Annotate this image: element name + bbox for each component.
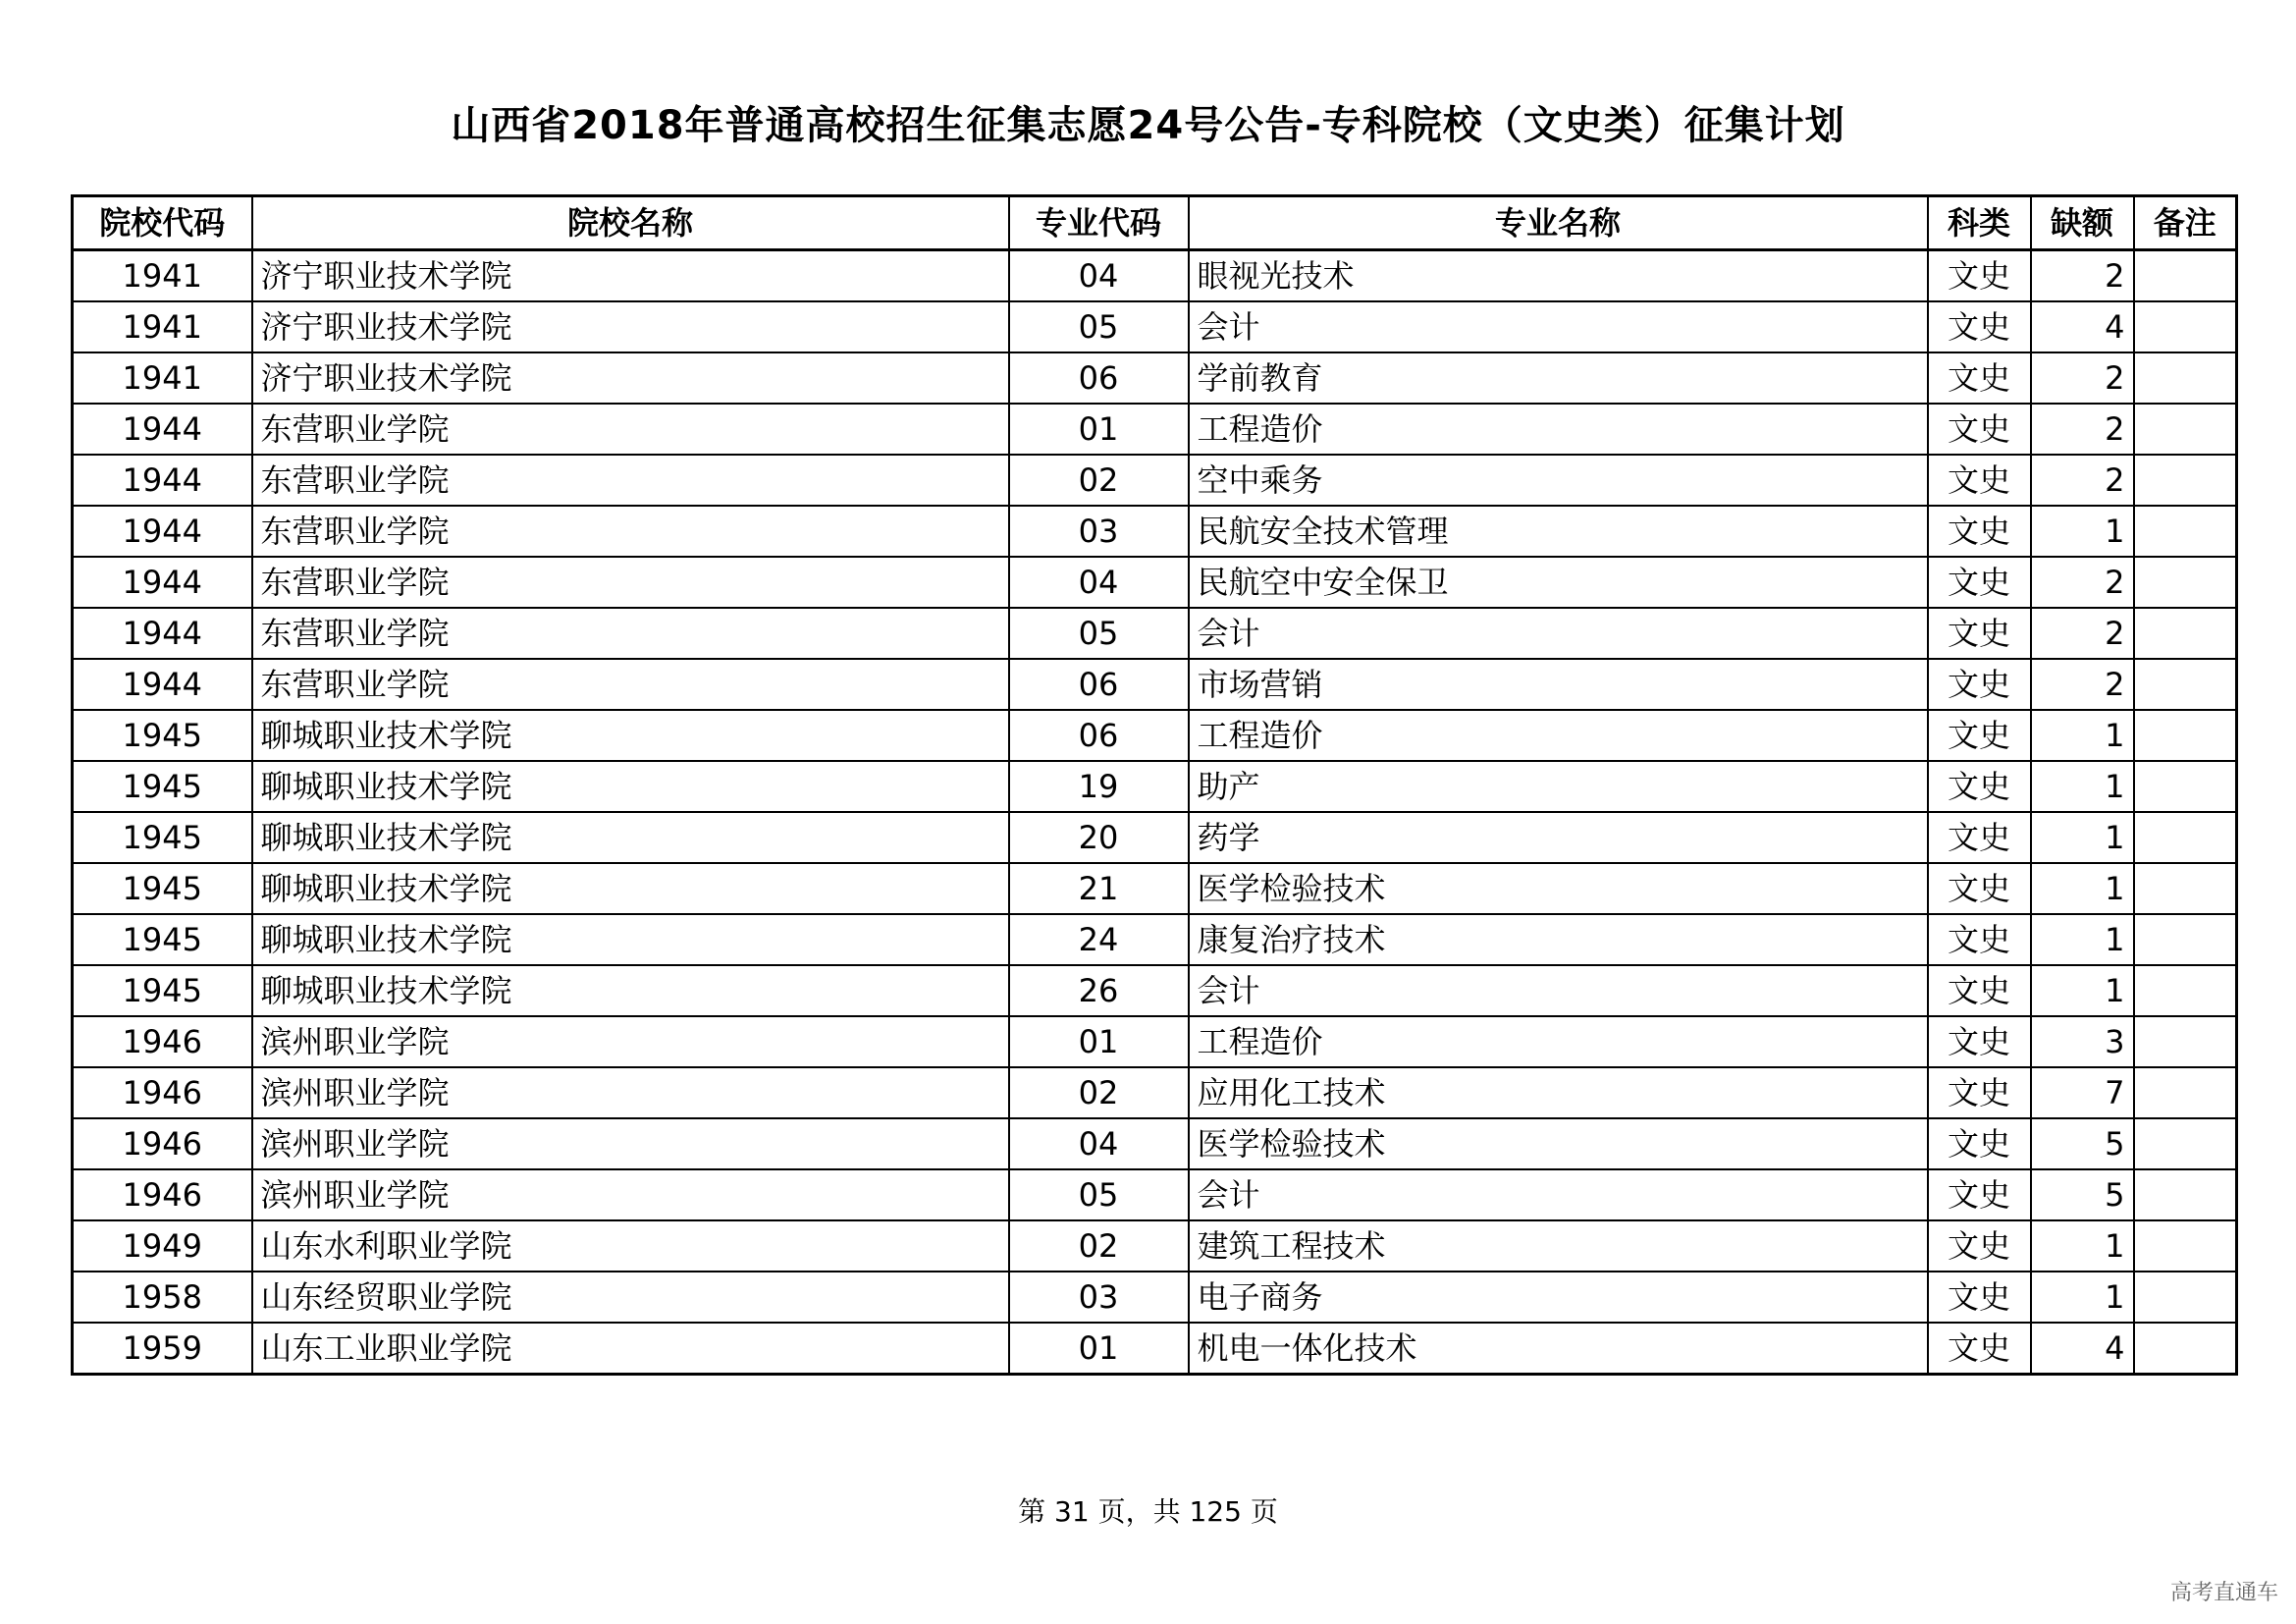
remarks-cell — [2134, 1118, 2237, 1169]
school-name-cell: 济宁职业技术学院 — [252, 352, 1009, 404]
vacancies-cell: 1 — [2031, 761, 2134, 812]
school-code-cell: 1945 — [73, 914, 252, 965]
school-code-cell: 1944 — [73, 659, 252, 710]
vacancies-cell: 5 — [2031, 1169, 2134, 1220]
school-code-cell: 1941 — [73, 250, 252, 302]
table-body — [73, 250, 2237, 1375]
major-code-cell: 06 — [1009, 659, 1189, 710]
major-code-cell: 01 — [1009, 1016, 1189, 1067]
major-code-cell: 05 — [1009, 301, 1189, 352]
remarks-cell — [2134, 301, 2237, 352]
table-row — [73, 1323, 2237, 1375]
major-name-cell: 医学检验技术 — [1189, 863, 1928, 914]
category-cell: 文史 — [1928, 608, 2031, 659]
major-name-cell: 工程造价 — [1189, 1016, 1928, 1067]
category-cell: 文史 — [1928, 1118, 2031, 1169]
category-cell: 文史 — [1928, 1272, 2031, 1323]
school-code-cell: 1945 — [73, 965, 252, 1016]
vacancies-cell: 1 — [2031, 965, 2134, 1016]
major-code-cell: 19 — [1009, 761, 1189, 812]
major-name-cell: 会计 — [1189, 1169, 1928, 1220]
school-code-cell: 1944 — [73, 608, 252, 659]
school-code-cell: 1944 — [73, 557, 252, 608]
school-name-cell: 东营职业学院 — [252, 557, 1009, 608]
remarks-cell — [2134, 1220, 2237, 1272]
school-name-cell: 聊城职业技术学院 — [252, 710, 1009, 761]
vacancies-cell: 7 — [2031, 1067, 2134, 1118]
major-code-cell: 02 — [1009, 1067, 1189, 1118]
major-name-cell: 学前教育 — [1189, 352, 1928, 404]
vacancies-cell: 2 — [2031, 455, 2134, 506]
major-code-cell: 04 — [1009, 250, 1189, 302]
major-code-cell: 01 — [1009, 1323, 1189, 1375]
school-name-cell: 聊城职业技术学院 — [252, 914, 1009, 965]
major-code-cell: 01 — [1009, 404, 1189, 455]
table-row — [73, 812, 2237, 863]
header-school-code: 院校代码 — [73, 196, 252, 250]
school-code-cell: 1945 — [73, 812, 252, 863]
vacancies-cell: 2 — [2031, 404, 2134, 455]
school-code-cell: 1958 — [73, 1272, 252, 1323]
vacancies-cell: 1 — [2031, 863, 2134, 914]
major-code-cell: 05 — [1009, 608, 1189, 659]
vacancies-cell: 2 — [2031, 352, 2134, 404]
school-name-cell: 山东水利职业学院 — [252, 1220, 1009, 1272]
major-name-cell: 药学 — [1189, 812, 1928, 863]
enrollment-plan-table — [71, 194, 2238, 1376]
major-name-cell: 工程造价 — [1189, 710, 1928, 761]
major-name-cell: 康复治疗技术 — [1189, 914, 1928, 965]
category-cell: 文史 — [1928, 557, 2031, 608]
vacancies-cell: 4 — [2031, 1323, 2134, 1375]
category-cell: 文史 — [1928, 710, 2031, 761]
remarks-cell — [2134, 812, 2237, 863]
table-row — [73, 1220, 2237, 1272]
category-cell: 文史 — [1928, 1220, 2031, 1272]
remarks-cell — [2134, 659, 2237, 710]
table-row — [73, 761, 2237, 812]
category-cell: 文史 — [1928, 301, 2031, 352]
school-code-cell: 1944 — [73, 506, 252, 557]
major-name-cell: 眼视光技术 — [1189, 250, 1928, 302]
major-name-cell: 应用化工技术 — [1189, 1067, 1928, 1118]
remarks-cell — [2134, 965, 2237, 1016]
header-major-code: 专业代码 — [1009, 196, 1189, 250]
school-code-cell: 1945 — [73, 710, 252, 761]
remarks-cell — [2134, 352, 2237, 404]
school-name-cell: 济宁职业技术学院 — [252, 301, 1009, 352]
school-name-cell: 聊城职业技术学院 — [252, 761, 1009, 812]
page-title: 山西省2018年普通高校招生征集志愿24号公告-专科院校（文史类）征集计划 — [451, 103, 1845, 148]
category-cell: 文史 — [1928, 250, 2031, 302]
remarks-cell — [2134, 1272, 2237, 1323]
remarks-cell — [2134, 608, 2237, 659]
major-code-cell: 04 — [1009, 557, 1189, 608]
category-cell: 文史 — [1928, 914, 2031, 965]
major-name-cell: 医学检验技术 — [1189, 1118, 1928, 1169]
category-cell: 文史 — [1928, 1169, 2031, 1220]
major-name-cell: 建筑工程技术 — [1189, 1220, 1928, 1272]
remarks-cell — [2134, 506, 2237, 557]
vacancies-cell: 5 — [2031, 1118, 2134, 1169]
category-cell: 文史 — [1928, 659, 2031, 710]
school-name-cell: 滨州职业学院 — [252, 1067, 1009, 1118]
major-name-cell: 工程造价 — [1189, 404, 1928, 455]
major-code-cell: 20 — [1009, 812, 1189, 863]
remarks-cell — [2134, 710, 2237, 761]
vacancies-cell: 1 — [2031, 506, 2134, 557]
remarks-cell — [2134, 1067, 2237, 1118]
category-cell: 文史 — [1928, 812, 2031, 863]
table-row — [73, 1118, 2237, 1169]
table-row — [73, 659, 2237, 710]
major-name-cell: 市场营销 — [1189, 659, 1928, 710]
remarks-cell — [2134, 1016, 2237, 1067]
remarks-cell — [2134, 914, 2237, 965]
page-footer: 第 31 页，共 125 页 — [1018, 1495, 1278, 1528]
table-row — [73, 1067, 2237, 1118]
remarks-cell — [2134, 1323, 2237, 1375]
school-name-cell: 聊城职业技术学院 — [252, 965, 1009, 1016]
table-row — [73, 301, 2237, 352]
school-code-cell: 1949 — [73, 1220, 252, 1272]
table-row — [73, 250, 2237, 302]
remarks-cell — [2134, 404, 2237, 455]
school-name-cell: 滨州职业学院 — [252, 1118, 1009, 1169]
school-name-cell: 聊城职业技术学院 — [252, 812, 1009, 863]
school-code-cell: 1944 — [73, 404, 252, 455]
major-code-cell: 05 — [1009, 1169, 1189, 1220]
major-code-cell: 02 — [1009, 455, 1189, 506]
category-cell: 文史 — [1928, 863, 2031, 914]
table-header-row — [73, 196, 2237, 250]
remarks-cell — [2134, 557, 2237, 608]
table-row — [73, 506, 2237, 557]
major-code-cell: 26 — [1009, 965, 1189, 1016]
major-name-cell: 助产 — [1189, 761, 1928, 812]
school-name-cell: 山东经贸职业学院 — [252, 1272, 1009, 1323]
school-name-cell: 济宁职业技术学院 — [252, 250, 1009, 302]
vacancies-cell: 1 — [2031, 914, 2134, 965]
school-code-cell: 1946 — [73, 1016, 252, 1067]
table-row — [73, 914, 2237, 965]
major-code-cell: 04 — [1009, 1118, 1189, 1169]
header-remarks: 备注 — [2134, 196, 2237, 250]
major-code-cell: 03 — [1009, 506, 1189, 557]
vacancies-cell: 2 — [2031, 557, 2134, 608]
category-cell: 文史 — [1928, 506, 2031, 557]
category-cell: 文史 — [1928, 965, 2031, 1016]
major-code-cell: 24 — [1009, 914, 1189, 965]
category-cell: 文史 — [1928, 455, 2031, 506]
school-code-cell: 1944 — [73, 455, 252, 506]
table-row — [73, 404, 2237, 455]
school-code-cell: 1959 — [73, 1323, 252, 1375]
table-row — [73, 455, 2237, 506]
school-name-cell: 滨州职业学院 — [252, 1169, 1009, 1220]
major-code-cell: 03 — [1009, 1272, 1189, 1323]
major-code-cell: 06 — [1009, 352, 1189, 404]
school-name-cell: 聊城职业技术学院 — [252, 863, 1009, 914]
header-school-name: 院校名称 — [252, 196, 1009, 250]
vacancies-cell: 3 — [2031, 1016, 2134, 1067]
vacancies-cell: 1 — [2031, 812, 2134, 863]
watermark: 高考直通车 — [2169, 1581, 2278, 1605]
table-row — [73, 1169, 2237, 1220]
school-code-cell: 1941 — [73, 301, 252, 352]
category-cell: 文史 — [1928, 1323, 2031, 1375]
vacancies-cell: 2 — [2031, 608, 2134, 659]
vacancies-cell: 1 — [2031, 1220, 2134, 1272]
remarks-cell — [2134, 455, 2237, 506]
school-code-cell: 1946 — [73, 1169, 252, 1220]
school-code-cell: 1946 — [73, 1067, 252, 1118]
vacancies-cell: 1 — [2031, 710, 2134, 761]
table-row — [73, 352, 2237, 404]
school-code-cell: 1945 — [73, 863, 252, 914]
major-code-cell: 21 — [1009, 863, 1189, 914]
header-category: 科类 — [1928, 196, 2031, 250]
major-name-cell: 民航空中安全保卫 — [1189, 557, 1928, 608]
table-row — [73, 710, 2237, 761]
major-name-cell: 会计 — [1189, 965, 1928, 1016]
major-code-cell: 06 — [1009, 710, 1189, 761]
category-cell: 文史 — [1928, 761, 2031, 812]
category-cell: 文史 — [1928, 352, 2031, 404]
category-cell: 文史 — [1928, 404, 2031, 455]
category-cell: 文史 — [1928, 1067, 2031, 1118]
major-name-cell: 电子商务 — [1189, 1272, 1928, 1323]
remarks-cell — [2134, 1169, 2237, 1220]
major-name-cell: 空中乘务 — [1189, 455, 1928, 506]
table-row — [73, 608, 2237, 659]
school-code-cell: 1945 — [73, 761, 252, 812]
school-name-cell: 东营职业学院 — [252, 455, 1009, 506]
vacancies-cell: 1 — [2031, 1272, 2134, 1323]
school-name-cell: 东营职业学院 — [252, 659, 1009, 710]
category-cell: 文史 — [1928, 1016, 2031, 1067]
remarks-cell — [2134, 250, 2237, 302]
table-row — [73, 863, 2237, 914]
major-name-cell: 会计 — [1189, 608, 1928, 659]
school-code-cell: 1946 — [73, 1118, 252, 1169]
school-name-cell: 山东工业职业学院 — [252, 1323, 1009, 1375]
vacancies-cell: 2 — [2031, 659, 2134, 710]
school-name-cell: 东营职业学院 — [252, 608, 1009, 659]
vacancies-cell: 4 — [2031, 301, 2134, 352]
table-row — [73, 557, 2237, 608]
table-row — [73, 1016, 2237, 1067]
remarks-cell — [2134, 761, 2237, 812]
header-vacancies: 缺额 — [2031, 196, 2134, 250]
major-name-cell: 会计 — [1189, 301, 1928, 352]
major-name-cell: 民航安全技术管理 — [1189, 506, 1928, 557]
header-major-name: 专业名称 — [1189, 196, 1928, 250]
table-row — [73, 1272, 2237, 1323]
vacancies-cell: 2 — [2031, 250, 2134, 302]
major-name-cell: 机电一体化技术 — [1189, 1323, 1928, 1375]
major-code-cell: 02 — [1009, 1220, 1189, 1272]
school-name-cell: 东营职业学院 — [252, 506, 1009, 557]
school-name-cell: 东营职业学院 — [252, 404, 1009, 455]
school-code-cell: 1941 — [73, 352, 252, 404]
school-name-cell: 滨州职业学院 — [252, 1016, 1009, 1067]
remarks-cell — [2134, 863, 2237, 914]
table-row — [73, 965, 2237, 1016]
